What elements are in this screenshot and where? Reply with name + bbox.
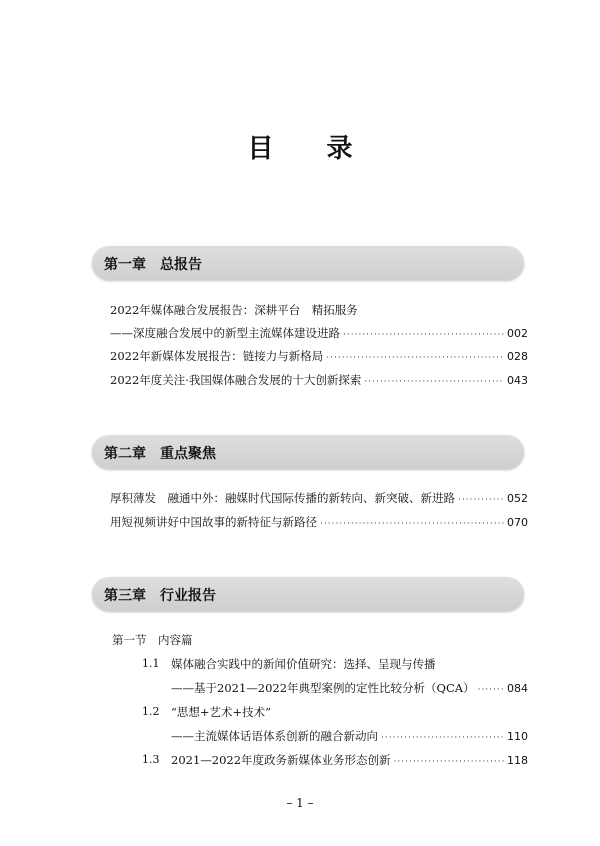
dot-leader bbox=[326, 353, 504, 363]
toc-page-number: 118 bbox=[507, 754, 528, 767]
dot-leader bbox=[364, 377, 504, 387]
toc-entry-text: 用短视频讲好中国故事的新特征与新路径 bbox=[110, 515, 317, 529]
toc-entry-text: “思想+艺术+技术” bbox=[171, 705, 272, 719]
chapter-2-title: 第二章 重点聚焦 bbox=[104, 446, 216, 462]
toc-entry-text: 2022年媒体融合发展报告：深耕平台 精拓服务 bbox=[110, 303, 358, 317]
dot-leader bbox=[320, 519, 504, 529]
toc-entry-text: 媒体融合实践中的新闻价值研究：选择、呈现与传播 bbox=[171, 657, 436, 671]
toc-page-number: 070 bbox=[507, 516, 528, 529]
dot-leader bbox=[458, 495, 504, 505]
item-number: 1.2 bbox=[142, 705, 160, 718]
section-heading: 第一节 内容篇 bbox=[112, 633, 193, 647]
item-number: 1.1 bbox=[142, 657, 160, 670]
dot-leader bbox=[343, 330, 504, 340]
toc-page-number: 002 bbox=[507, 327, 528, 340]
page-title: 目 录 bbox=[247, 134, 375, 164]
toc-entry[interactable] bbox=[110, 325, 528, 341]
chapter-1-banner bbox=[92, 246, 524, 280]
toc-entry-text: 2021—2022年度政务新媒体业务形态创新 bbox=[171, 753, 391, 767]
toc-entry-text: 2022年新媒体发展报告：链接力与新格局 bbox=[110, 349, 324, 363]
toc-entry[interactable] bbox=[171, 752, 528, 768]
toc-entry[interactable] bbox=[171, 680, 528, 696]
chapter-3-banner bbox=[92, 577, 524, 611]
toc-entry-text: 厚积薄发 融通中外：融媒时代国际传播的新转向、新突破、新进路 bbox=[110, 491, 455, 505]
chapter-1-title: 第一章 总报告 bbox=[104, 257, 202, 273]
toc-entry[interactable] bbox=[110, 490, 528, 506]
toc-page-number: 052 bbox=[507, 492, 528, 505]
toc-page-number: 028 bbox=[507, 350, 528, 363]
page-number: – 1 – bbox=[286, 796, 314, 810]
chapter-3-title: 第三章 行业报告 bbox=[104, 588, 216, 604]
dot-leader bbox=[394, 757, 504, 767]
toc-entry[interactable] bbox=[110, 348, 528, 364]
chapter-2-banner bbox=[92, 435, 524, 469]
toc-entry[interactable] bbox=[171, 728, 528, 744]
toc-page-number: 110 bbox=[507, 730, 528, 743]
toc-entry[interactable] bbox=[171, 704, 528, 720]
dot-leader bbox=[381, 733, 504, 743]
toc-entry-text: ——主流媒体话语体系创新的融合新动向 bbox=[171, 729, 378, 743]
dot-leader bbox=[478, 685, 504, 695]
toc-entry[interactable] bbox=[110, 302, 528, 318]
item-number: 1.3 bbox=[142, 753, 160, 766]
toc-page-number: 084 bbox=[507, 682, 528, 695]
toc-page-number: 043 bbox=[507, 374, 528, 387]
toc-entry[interactable] bbox=[110, 514, 528, 530]
toc-entry[interactable] bbox=[171, 656, 528, 672]
toc-entry-text: ——基于2021—2022年典型案例的定性比较分析（QCA） bbox=[171, 681, 475, 695]
toc-entry-text: ——深度融合发展中的新型主流媒体建设进路 bbox=[110, 326, 340, 340]
toc-entry-text: 2022年度关注·我国媒体融合发展的十大创新探索 bbox=[110, 373, 362, 387]
toc-entry[interactable] bbox=[110, 372, 528, 388]
